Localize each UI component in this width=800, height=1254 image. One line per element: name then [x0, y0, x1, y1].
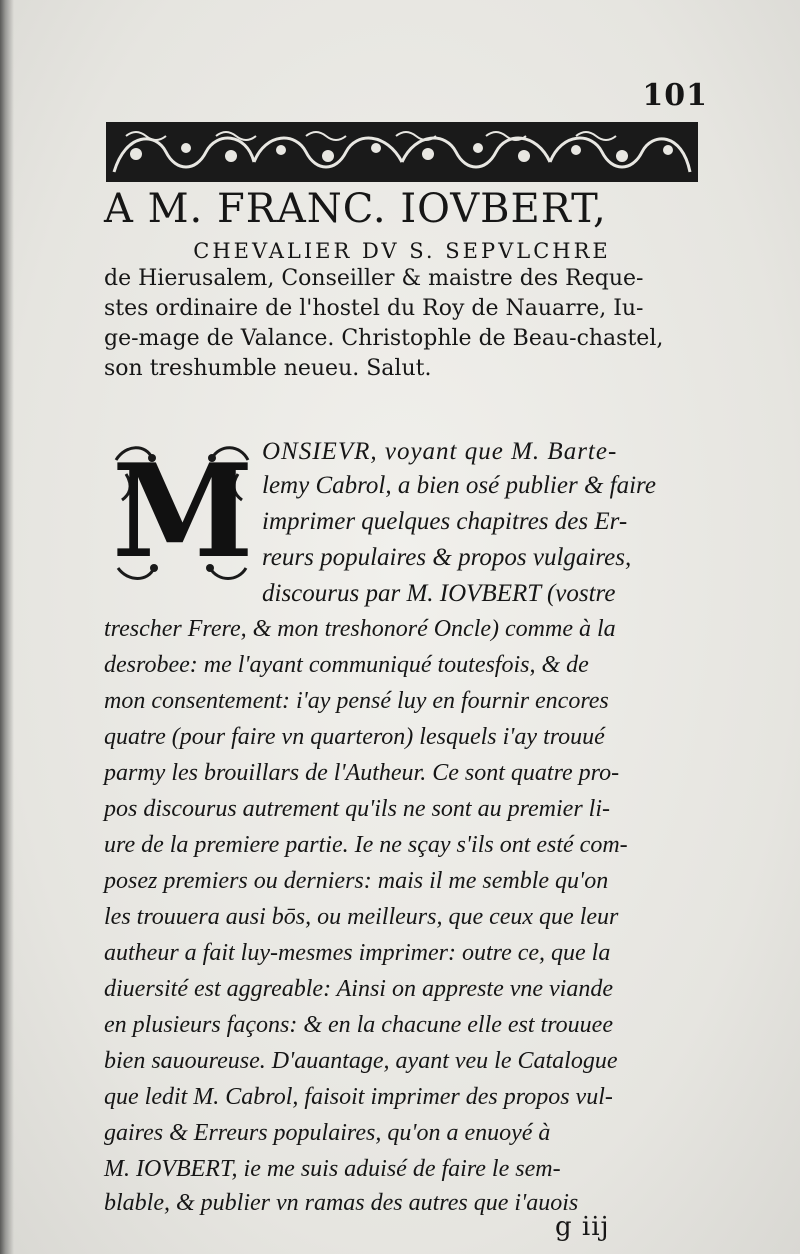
- body-text-line: autheur a fait luy-mesmes imprimer: outre ce, que la: [104, 940, 611, 966]
- body-text-line: gaires & Erreurs populaires, qu'on a enuoyé à: [104, 1120, 551, 1146]
- body-text-line: discourus par M. IOVBERT (vostre: [262, 580, 616, 607]
- body-text-line: posez premiers ou derniers: mais il me semble qu'on: [104, 868, 609, 894]
- ornamental-headband: [106, 122, 698, 182]
- letter-heading: A M. FRANC. IOVBERT,: [104, 186, 607, 232]
- body-text-line: reurs populaires & propos vulgaires,: [262, 544, 632, 571]
- body-text-line: quatre (pour faire vn quarteron) lesquels i'ay trouué: [104, 724, 605, 750]
- subheading-line: CHEVALIER DV S. SEPVLCHRE: [193, 239, 611, 263]
- body-text-line: imprimer quelques chapitres des Er-: [262, 508, 628, 535]
- body-text-line: lemy Cabrol, a bien osé publier & faire: [262, 472, 656, 499]
- body-text-line: pos discourus autrement qu'ils ne sont au premier li-: [104, 796, 610, 822]
- body-text-line: parmy les brouillars de l'Autheur. Ce sont quatre pro-: [104, 760, 620, 786]
- body-text-line: diuersité est aggreable: Ainsi on appreste vne viande: [104, 976, 614, 1002]
- body-text-line: trescher Frere, & mon treshonoré Oncle) comme à la: [104, 616, 616, 642]
- body-text-line: ONSIEVR, voyant que M. Barte-: [262, 438, 618, 465]
- body-text-line: blable, & publier vn ramas des autres que i'auois: [104, 1190, 579, 1216]
- subheading-line: ge-mage de Valance. Christophle de Beau-chastel,: [104, 326, 664, 351]
- body-text-line: bien sauoureuse. D'auantage, ayant veu le Catalogue: [104, 1048, 618, 1074]
- body-text-line: en plusieurs façons: & en la chacune elle est trouuee: [104, 1012, 613, 1038]
- page-number: 101: [642, 78, 708, 113]
- body-text-line: que ledit M. Cabrol, faisoit imprimer des propos vul-: [104, 1084, 613, 1110]
- page-gutter-shadow: [0, 0, 14, 1254]
- subheading-line: stes ordinaire de l'hostel du Roy de Nauarre, Iu-: [104, 296, 644, 321]
- drop-cap-letter: M: [112, 437, 254, 587]
- body-text-line: les trouuera ausi bōs, ou meilleurs, que ceux que leur: [104, 904, 619, 930]
- subheading-line: de Hierusalem, Conseiller & maistre des Reque-: [104, 266, 644, 291]
- body-text-line: M. IOVBERT, ie me suis aduisé de faire le sem-: [104, 1156, 561, 1182]
- body-text-line: mon consentement: i'ay pensé luy en fournir encores: [104, 688, 609, 714]
- subheading-line: son treshumble neueu. Salut.: [104, 356, 432, 381]
- body-text-line: ure de la premiere partie. Ie ne sçay s'ils ont esté com-: [104, 832, 628, 858]
- decorated-drop-cap: [112, 437, 254, 587]
- body-text-line: desrobee: me l'ayant communiqué toutesfois, & de: [104, 652, 589, 678]
- signature-mark: g iij: [555, 1212, 610, 1242]
